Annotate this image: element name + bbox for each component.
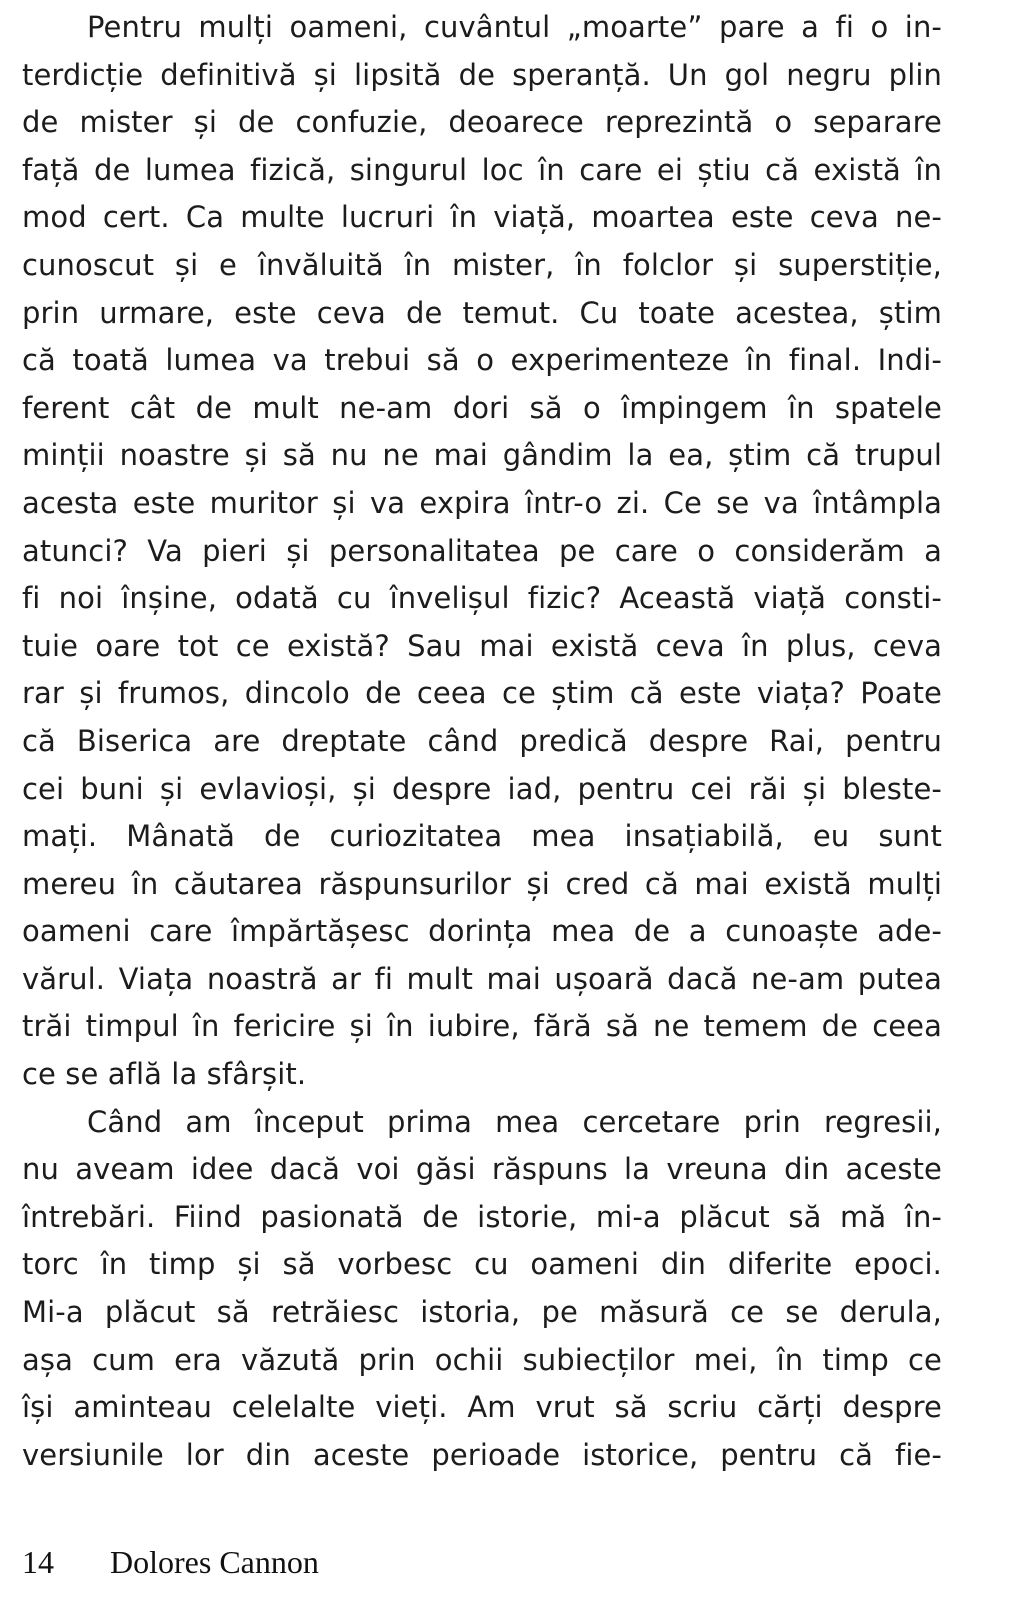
text-line: întrebări. Fiind pasionată de istorie, mi-a plăcut să mă în-	[22, 1199, 942, 1234]
text-line: trăi timpul în fericire și în iubire, fără să ne temem de ceea	[22, 1009, 942, 1044]
text-line: cunoscut și e învăluită în mister, în folclor și superstiție,	[22, 247, 942, 282]
text-line: vărul. Viața noastră ar fi mult mai ușoară dacă ne-am putea	[22, 961, 942, 996]
text-line: mați. Mânată de curiozitatea mea insațiabilă, eu sunt	[22, 819, 942, 854]
text-line: mod cert. Ca multe lucruri în viață, moartea este ceva ne-	[22, 200, 942, 235]
text-line: fi noi înșine, odată cu învelișul fizic? Această viață consti-	[22, 581, 942, 616]
text-line: mereu în căutarea răspunsurilor și cred că mai există mulți	[22, 866, 942, 901]
text-line: minții noastre și să nu ne mai gândim la ea, știm că trupul	[22, 438, 942, 473]
text-line: tuie oare tot ce există? Sau mai există ceva în plus, ceva	[22, 628, 942, 663]
text-line: față de lumea fizică, singurul loc în care ei știu că există în	[22, 152, 942, 187]
text-line: Când am început prima mea cercetare prin regresii,	[87, 1104, 942, 1139]
text-line: de mister și de confuzie, deoarece reprezintă o separare	[22, 105, 942, 140]
page-footer	[22, 1540, 319, 1584]
text-line: atunci? Va pieri și personalitatea pe care o considerăm a	[22, 533, 942, 568]
text-line: Pentru mulți oameni, cuvântul „moarte” pare a fi o in-	[87, 10, 942, 44]
text-line: acesta este muritor și va expira într-o zi. Ce se va întâmpla	[22, 485, 942, 520]
paragraph-1	[22, 4, 942, 1099]
text-line: torc în timp și să vorbesc cu oameni din diferite epoci.	[22, 1247, 942, 1282]
page-number: 14	[22, 1544, 54, 1580]
text-line: ferent cât de mult ne-am dori să o împingem în spatele	[22, 390, 942, 425]
text-line: oameni care împărtășesc dorința mea de a cunoaște ade-	[22, 914, 942, 949]
text-line: rar și frumos, dincolo de ceea ce știm că este viața? Poate	[22, 676, 942, 711]
text-line: versiunile lor din aceste perioade istorice, pentru că fie-	[22, 1437, 942, 1472]
text-line: își aminteau celelalte vieți. Am vrut să scriu cărți despre	[22, 1390, 942, 1425]
text-line: ce se află la sfârșit.	[22, 1057, 307, 1092]
author-name: Dolores Cannon	[110, 1544, 319, 1580]
text-line: prin urmare, este ceva de temut. Cu toate acestea, știm	[22, 295, 942, 330]
text-line: așa cum era văzută prin ochii subiecților mei, în timp ce	[22, 1342, 942, 1377]
text-line: cei buni și evlavioși, și despre iad, pentru cei răi și bleste-	[22, 771, 942, 806]
text-line: că Biserica are dreptate când predică despre Rai, pentru	[22, 723, 942, 758]
text-line: Mi-a plăcut să retrăiesc istoria, pe măsură ce se derula,	[22, 1295, 942, 1330]
text-line: că toată lumea va trebui să o experimenteze în final. Indi-	[22, 343, 942, 378]
page-body	[22, 4, 942, 1479]
text-line: nu aveam idee dacă voi găsi răspuns la vreuna din aceste	[22, 1152, 942, 1187]
paragraph-2	[22, 1099, 942, 1480]
text-line: terdicție definitivă și lipsită de speranță. Un gol negru plin	[22, 57, 942, 92]
